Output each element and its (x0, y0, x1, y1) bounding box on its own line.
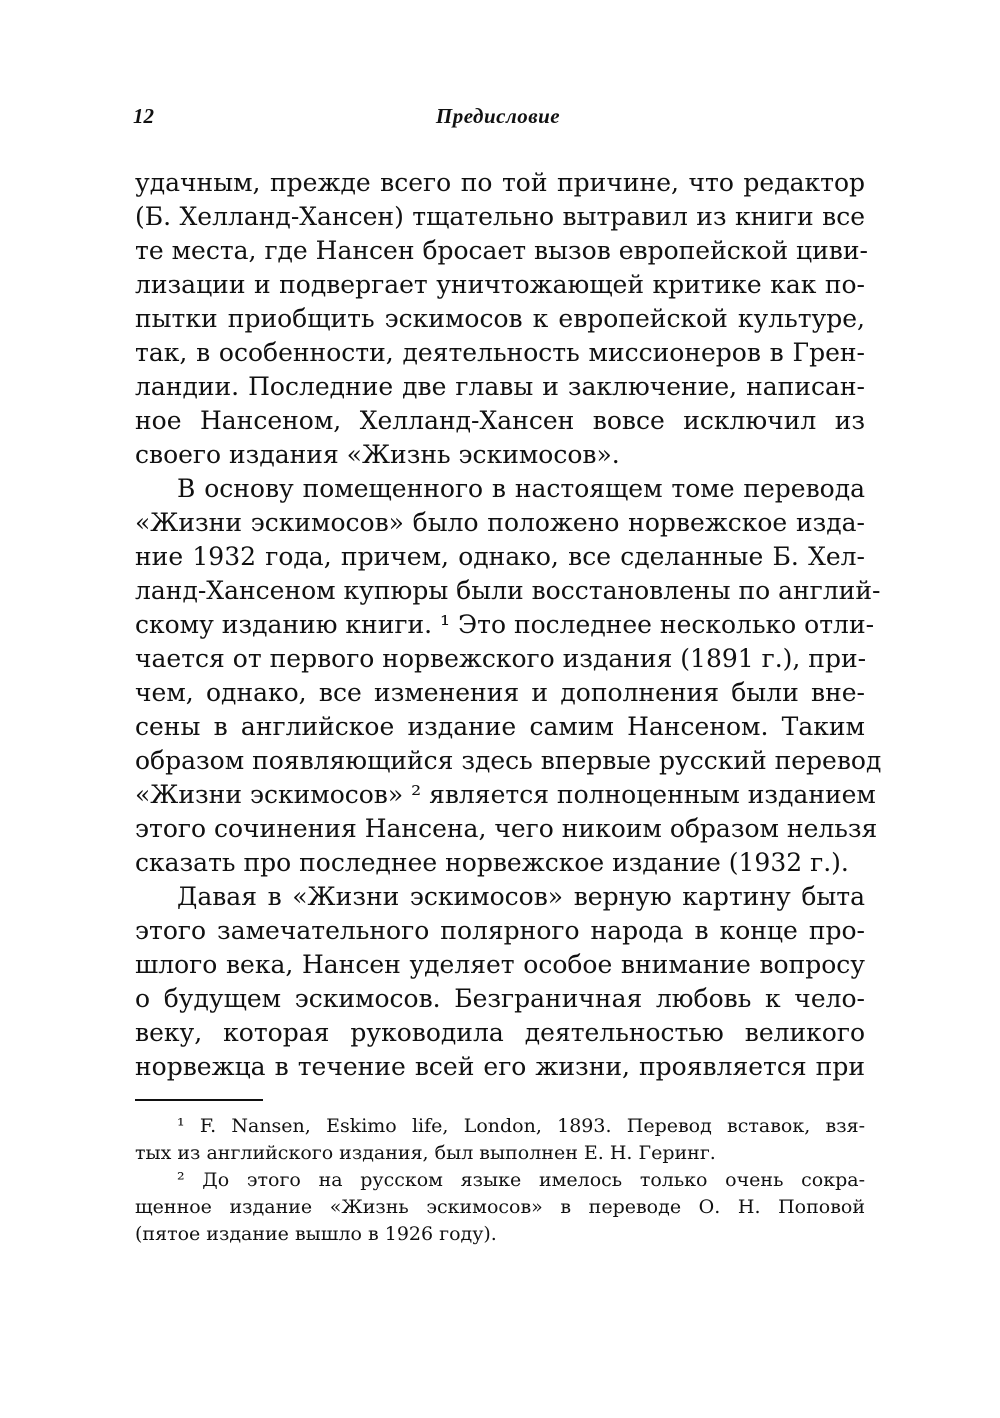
text-line: норвежца в течение всей его жизни, проявляется при (135, 1052, 865, 1081)
text-line: ное Нансеном, Хелланд-Хансен вовсе исключил из (135, 406, 865, 435)
text-line: ние 1932 года, причем, однако, все сделанные Б. Хел- (135, 542, 865, 571)
running-title: Предисловие (435, 104, 561, 128)
footnote-divider (135, 1099, 263, 1101)
footnote-line: ² До этого на русском языке имелось только очень сокра- (177, 1169, 865, 1191)
text-line: лизации и подвергает уничтожающей критике как по- (135, 270, 865, 299)
text-line: Давая в «Жизни эскимосов» верную картину быта (177, 882, 865, 911)
text-line: скому изданию книги. ¹ Это последнее несколько отли- (135, 610, 875, 639)
text-line: В основу помещенного в настоящем томе перевода (177, 474, 865, 503)
text-line: этого сочинения Нансена, чего никоим образом нельзя (135, 814, 878, 843)
text-line: образом появляющийся здесь впервые русский перевод (135, 746, 882, 775)
text-line: (Б. Хелланд-Хансен) тщательно вытравил из книги все (135, 202, 865, 231)
text-line: ланд-Хансеном купюры были восстановлены по англий- (135, 576, 881, 605)
footnote-line: щенное издание «Жизнь эскимосов» в переводе О. Н. Поповой (135, 1196, 865, 1218)
footnote-line: (пятое издание вышло в 1926 году). (135, 1223, 497, 1245)
text-line: чается от первого норвежского издания (1891 г.), при- (135, 644, 867, 673)
footnote-line: ¹ F. Nansen, Eskimo life, London, 1893. Перевод вставок, взя- (177, 1115, 865, 1137)
text-line: о будущем эскимосов. Безграничная любовь к чело- (135, 984, 865, 1013)
footnote-line: тых из английского издания, был выполнен Е. Н. Геринг. (135, 1142, 716, 1164)
text-line: так, в особенности, деятельность миссионеров в Грен- (135, 338, 865, 367)
text-line: этого замечательного полярного народа в конце про- (135, 916, 865, 945)
text-line: сены в английское издание самим Нансеном. Таким (135, 712, 865, 741)
footnotes (135, 1113, 865, 1248)
text-line: чем, однако, все изменения и дополнения были вне- (135, 678, 865, 707)
text-line: шлого века, Нансен уделяет особое внимание вопросу (135, 950, 865, 979)
page-number: 12 (133, 104, 154, 128)
text-line: своего издания «Жизнь эскимосов». (135, 440, 620, 469)
text-line: веку, которая руководила деятельностью великого (135, 1018, 865, 1047)
text-line: те места, где Нансен бросает вызов европейской циви- (135, 236, 868, 265)
text-line: «Жизни эскимосов» ² является полноценным изданием (135, 780, 876, 809)
text-line: сказать про последнее норвежское издание (1932 г.). (135, 848, 849, 877)
text-line: пытки приобщить эскимосов к европейской культуре, (135, 304, 865, 333)
main-text (135, 166, 882, 1084)
text-line: «Жизни эскимосов» было положено норвежское изда- (135, 508, 865, 537)
text-line: ландии. Последние две главы и заключение, написан- (135, 372, 865, 401)
text-line: удачным, прежде всего по той причине, что редактор (135, 168, 865, 197)
page-header (133, 104, 863, 134)
